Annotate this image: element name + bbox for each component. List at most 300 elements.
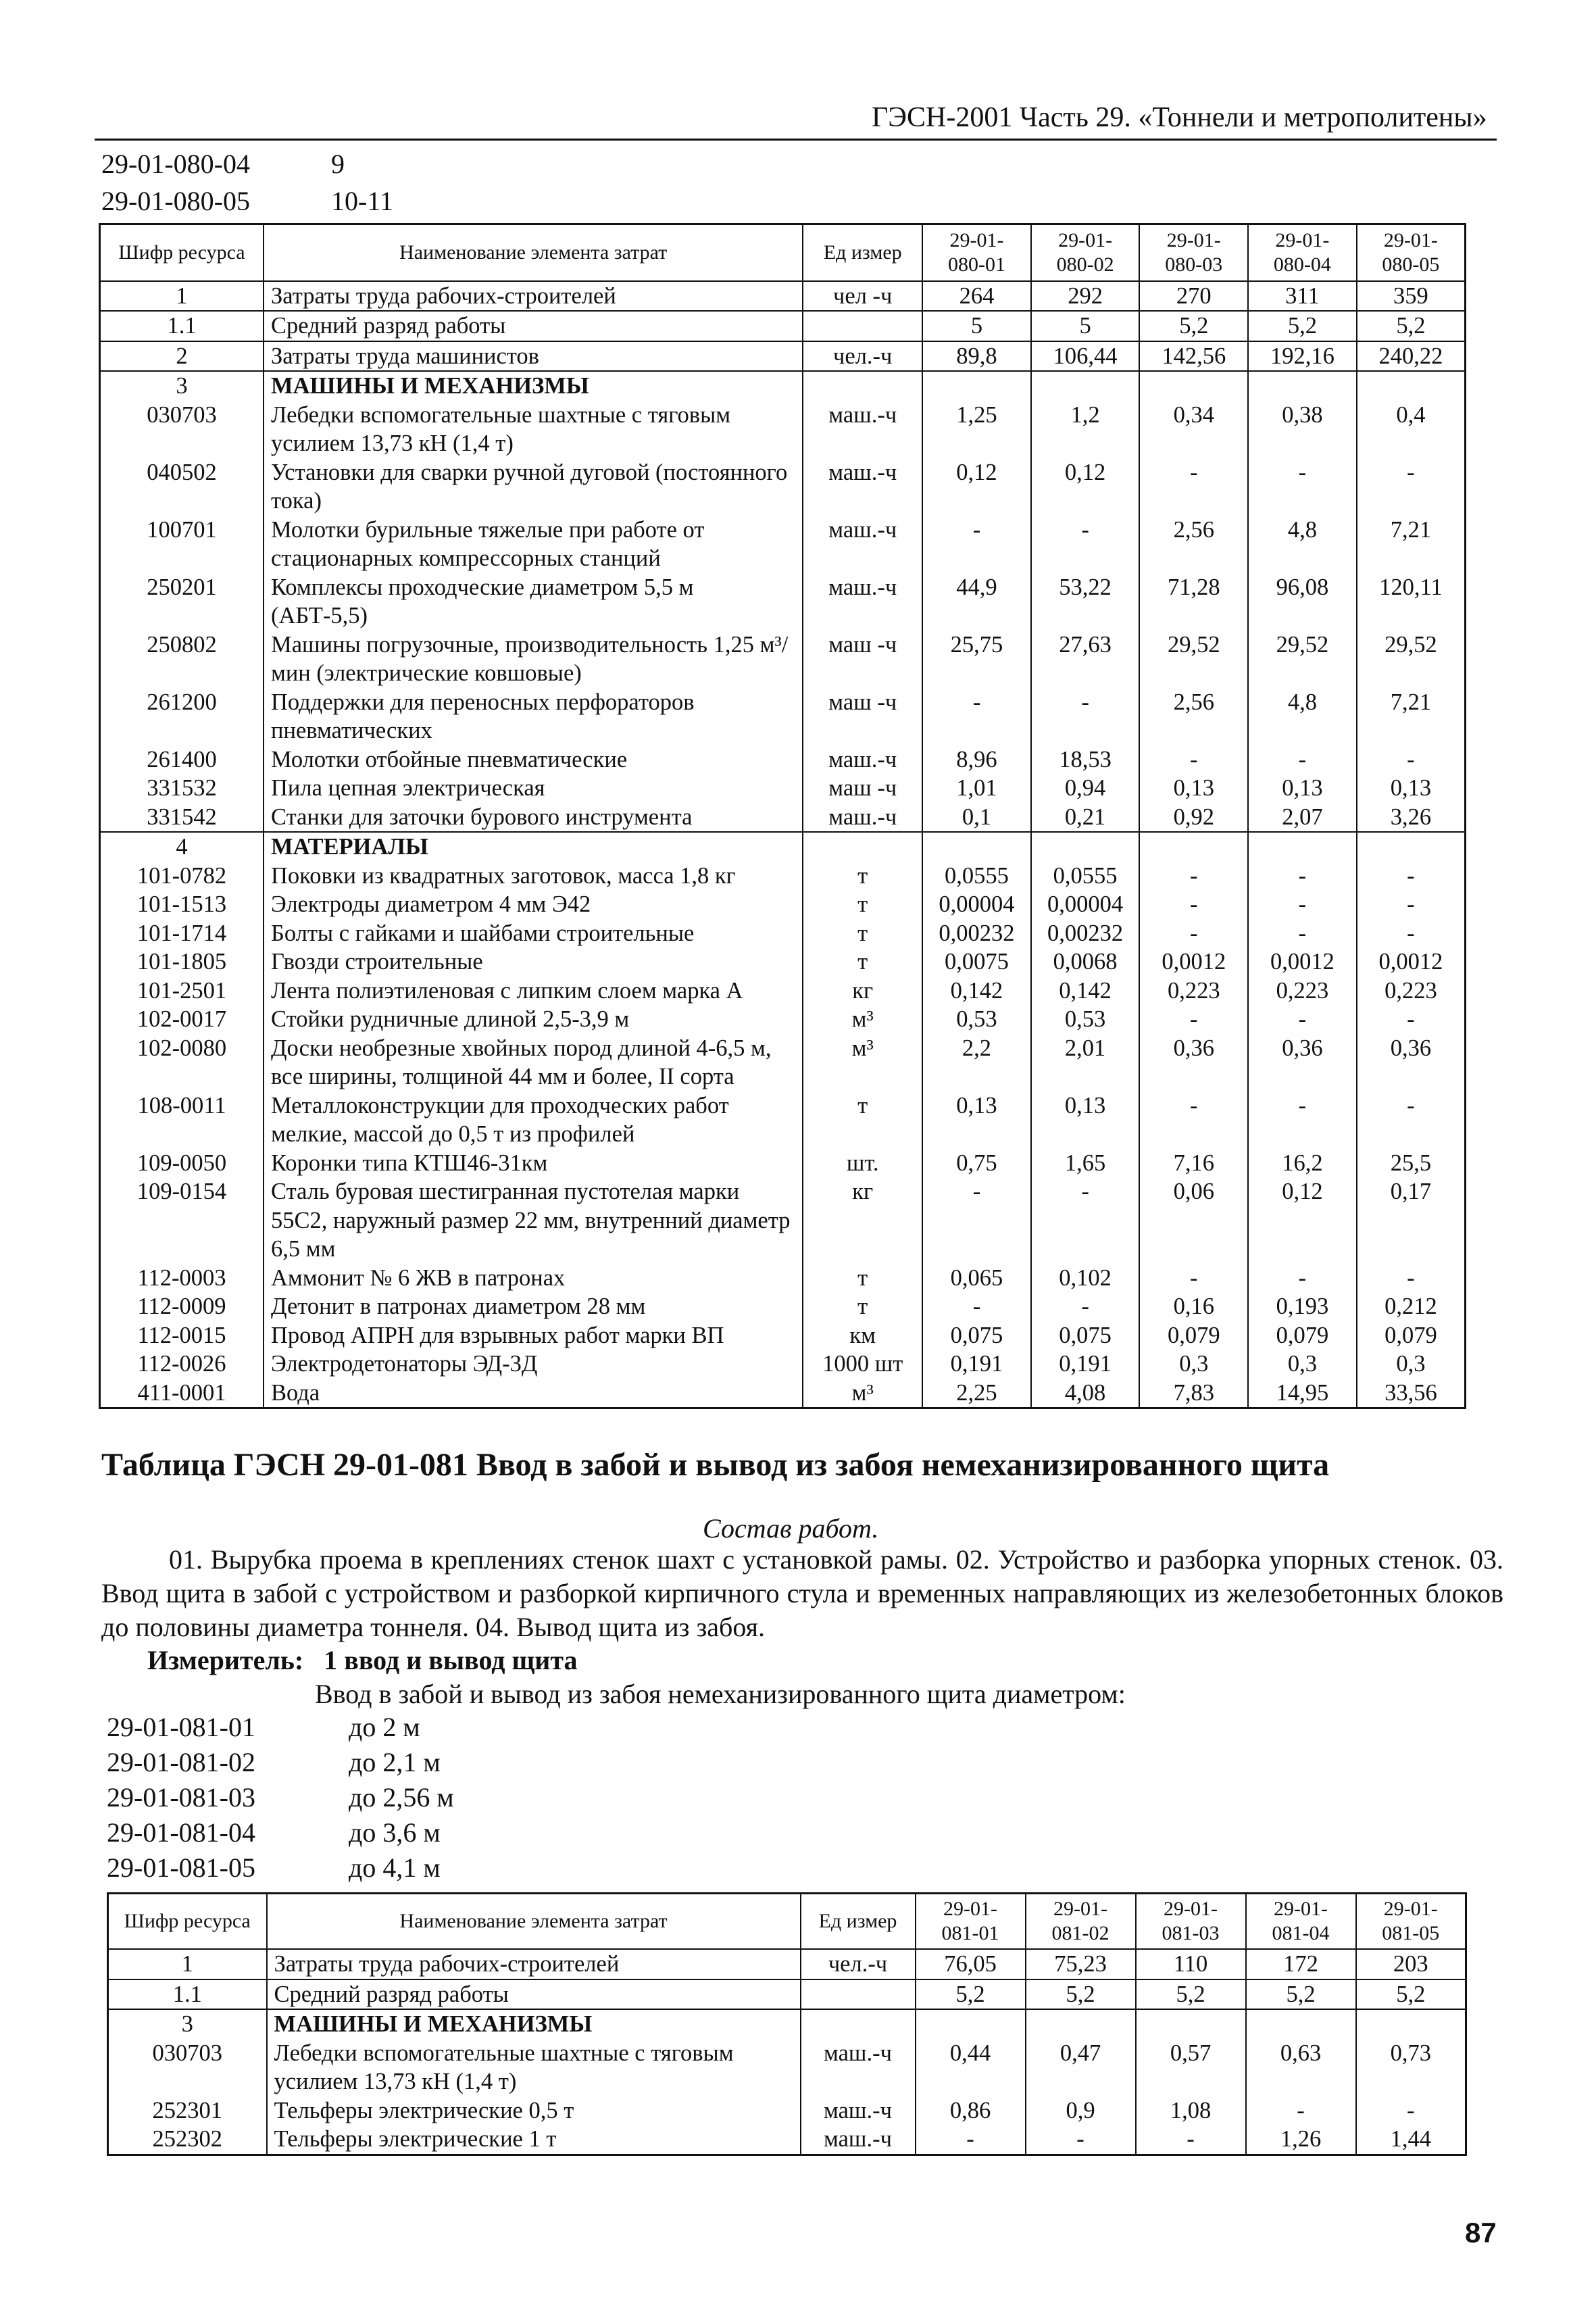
table-row [100,458,1466,516]
cell-name: Пила цепная электрическая [264,774,803,803]
cell-v5: - [1357,1005,1466,1034]
cell-v3: 0,92 [1139,803,1248,833]
cell-v3: - [1139,458,1248,516]
cell-v5: - [1357,862,1466,891]
code: 29-01-080-04 [101,149,250,179]
header-code: Шифр ресурса [108,1894,267,1950]
header-unit: Ед измер [803,224,922,281]
cell-v4: 0,223 [1248,977,1357,1006]
cell-v2: 0,075 [1031,1321,1140,1350]
cell-name: Лебедки вспомогательные шахтные с тяговым усилием 13,73 кН (1,4 т) [264,401,803,458]
header-col-4: 29-01- 081-04 [1246,1894,1356,1950]
cell-code: 040502 [100,458,264,516]
cell-unit: маш.-ч [803,401,922,458]
cell-v3: - [1139,1264,1248,1293]
cell-v4: 0,079 [1248,1321,1357,1350]
cell-v3: - [1136,2125,1246,2155]
table-row [100,1264,1466,1293]
cell-v3 [1139,832,1248,862]
code: 29-01-081-04 [107,1817,255,1848]
cell-code: 112-0015 [100,1321,264,1350]
cell-unit: маш.-ч [803,803,922,833]
cell-v1: 0,75 [922,1149,1031,1178]
cell-name: МАШИНЫ И МЕХАНИЗМЫ [267,2009,801,2039]
code: 29-01-081-01 [107,1712,255,1742]
cell-v3: 0,36 [1139,1034,1248,1091]
cell-v1: 0,86 [916,2096,1026,2125]
cell-v2: 0,00004 [1031,890,1140,919]
cell-code: 1 [108,1949,267,1979]
cell-v3: 5,2 [1139,311,1248,341]
cell-v1: 0,191 [922,1350,1031,1379]
code-row [101,182,393,220]
table-row [108,2009,1466,2039]
cell-name: Сталь буровая шестигранная пустотелая марки 55С2, наружный размер 22 мм, внутренний диаметр 6,5 мм [264,1177,803,1264]
cell-unit: кг [803,977,922,1006]
table-row [100,832,1466,862]
cell-v4: 172 [1246,1949,1356,1979]
cell-name: Средний разряд работы [264,311,803,341]
cell-v2: 5 [1031,311,1140,341]
cell-v3: 0,34 [1139,401,1248,458]
cell-v1: 2,2 [922,1034,1031,1091]
header-unit: Ед измер [801,1894,916,1950]
cell-v4: - [1248,1091,1357,1149]
cell-code: 101-2501 [100,977,264,1006]
code: 29-01-081-02 [107,1747,255,1777]
cell-v2: - [1026,2125,1136,2155]
cell-v3: 29,52 [1139,631,1248,688]
cell-v1: 8,96 [922,745,1031,774]
cell-v2: 0,53 [1031,1005,1140,1034]
cell-v1: 76,05 [916,1949,1026,1979]
header-code: Шифр ресурса [100,224,264,281]
cell-name: Доски необрезные хвойных пород длиной 4-6,5 м, все ширины, толщиной 44 мм и более, II сорта [264,1034,803,1091]
header-col-4: 29-01- 080-04 [1248,224,1357,281]
cell-v5: - [1357,458,1466,516]
cell-unit: маш.-ч [801,2039,916,2096]
code-row [101,145,393,182]
cell-code: 112-0026 [100,1350,264,1379]
cell-v5: - [1357,1091,1466,1149]
code-value: до 3,6 м [349,1817,441,1848]
cell-v5: 0,73 [1356,2039,1466,2096]
diameter-codes [107,1710,454,1886]
table-row [100,311,1466,341]
cell-code: 109-0154 [100,1177,264,1264]
header-col-3: 29-01- 081-03 [1136,1894,1246,1950]
diameter-intro: Ввод в забой и вывод из забоя немеханизированного щита диаметром: [315,1679,1126,1709]
table-row [100,573,1466,631]
code: 29-01-080-05 [101,186,250,216]
cell-name: Молотки отбойные пневматические [264,745,803,774]
table-row [100,1292,1466,1321]
cell-v5: - [1357,745,1466,774]
table-row [100,947,1466,977]
cell-v4 [1248,832,1357,862]
cell-v4: 96,08 [1248,573,1357,631]
cell-unit [803,832,922,862]
cell-v3: 2,56 [1139,516,1248,573]
cell-v4 [1248,371,1357,401]
cell-v5: 0,4 [1357,401,1466,458]
cell-name: Средний разряд работы [267,1979,801,2010]
resource-table-081 [107,1892,1467,2156]
cell-code: 1.1 [108,1979,267,2010]
cell-unit: чел -ч [803,281,922,312]
cell-v5: 7,21 [1357,516,1466,573]
header-col-2: 29-01- 080-02 [1031,224,1140,281]
cell-v5: 0,0012 [1357,947,1466,977]
work-heading: Состав работ. [703,1513,879,1544]
cell-v1: 2,25 [922,1379,1031,1408]
cell-code: 411-0001 [100,1379,264,1408]
cell-v4: 5,2 [1246,1979,1356,2010]
cell-unit: маш -ч [803,631,922,688]
table-row [100,631,1466,688]
cell-v4: 0,193 [1248,1292,1357,1321]
cell-v4: 4,8 [1248,688,1357,745]
running-title: ГЭСН-2001 Часть 29. «Тоннели и метрополитены» [872,102,1487,133]
cell-v5: 5,2 [1357,311,1466,341]
cell-v2: 0,47 [1026,2039,1136,2096]
cell-name: МАШИНЫ И МЕХАНИЗМЫ [264,371,803,401]
cell-v2: - [1031,688,1140,745]
cell-unit: чел.-ч [803,341,922,372]
table-row [100,1091,1466,1149]
code-row [107,1780,454,1815]
cell-v1: 0,53 [922,1005,1031,1034]
cell-v4: 0,38 [1248,401,1357,458]
cell-code: 102-0080 [100,1034,264,1091]
cell-v3: 142,56 [1139,341,1248,372]
cell-v2: - [1031,1177,1140,1264]
cell-unit: чел.-ч [801,1949,916,1979]
cell-v5: 120,11 [1357,573,1466,631]
cell-v1: 44,9 [922,573,1031,631]
cell-v4: - [1248,1264,1357,1293]
cell-v4: - [1248,919,1357,948]
cell-v3: 7,16 [1139,1149,1248,1178]
table-row [100,1034,1466,1091]
cell-code: 331532 [100,774,264,803]
cell-v5: 0,223 [1357,977,1466,1006]
cell-v3: 0,0012 [1139,947,1248,977]
table-row [108,1949,1466,1979]
table-row [100,688,1466,745]
cell-v4: - [1246,2096,1356,2125]
cell-code: 100701 [100,516,264,573]
cell-unit [801,2009,916,2039]
cell-v5: - [1357,890,1466,919]
cell-v5: 203 [1356,1949,1466,1979]
code-value: до 2,56 м [349,1782,454,1813]
cell-v1: 0,142 [922,977,1031,1006]
cell-v1 [922,371,1031,401]
cell-unit: км [803,1321,922,1350]
table-row [100,890,1466,919]
cell-v5: 240,22 [1357,341,1466,372]
cell-v4: 5,2 [1248,311,1357,341]
cell-code: 331542 [100,803,264,833]
cell-code: 101-0782 [100,862,264,891]
cell-v3: 5,2 [1136,1979,1246,2010]
cell-v4: 4,8 [1248,516,1357,573]
cell-v5: 7,21 [1357,688,1466,745]
top-codes [101,145,393,220]
cell-name: Стойки рудничные длиной 2,5-3,9 м [264,1005,803,1034]
cell-name: Электроды диаметром 4 мм Э42 [264,890,803,919]
cell-v2: 0,9 [1026,2096,1136,2125]
cell-v4: - [1248,1005,1357,1034]
cell-code: 112-0003 [100,1264,264,1293]
resource-table-080 [99,223,1466,1409]
code-row [107,1710,454,1745]
cell-v2: 0,12 [1031,458,1140,516]
cell-v1: 25,75 [922,631,1031,688]
cell-v3: - [1139,1091,1248,1149]
cell-code: 101-1513 [100,890,264,919]
cell-v1: 1,01 [922,774,1031,803]
code-row [107,1815,454,1850]
table-row [100,977,1466,1006]
cell-v1: 0,065 [922,1264,1031,1293]
cell-v3: 0,223 [1139,977,1248,1006]
cell-v2: 27,63 [1031,631,1140,688]
table-row [100,862,1466,891]
cell-v1: 1,25 [922,401,1031,458]
cell-code: 1.1 [100,311,264,341]
cell-name: Установки для сварки ручной дуговой (постоянного тока) [264,458,803,516]
cell-v4: 16,2 [1248,1149,1357,1178]
cell-code: 250201 [100,573,264,631]
table-row [100,516,1466,573]
cell-v2: 0,102 [1031,1264,1140,1293]
cell-v5: - [1356,2096,1466,2125]
table-row [100,919,1466,948]
cell-v3: 1,08 [1136,2096,1246,2125]
cell-v2: 18,53 [1031,745,1140,774]
cell-unit: 1000 шт [803,1350,922,1379]
cell-v1: 0,1 [922,803,1031,833]
cell-v2: 0,142 [1031,977,1140,1006]
cell-v2: 0,13 [1031,1091,1140,1149]
cell-unit: м³ [803,1005,922,1034]
cell-v2: 0,0555 [1031,862,1140,891]
cell-v3: - [1139,890,1248,919]
table-row [100,774,1466,803]
cell-v2: 5,2 [1026,1979,1136,2010]
header-col-5: 29-01- 081-05 [1356,1894,1466,1950]
cell-v5: 29,52 [1357,631,1466,688]
cell-v4: 14,95 [1248,1379,1357,1408]
cell-name: МАТЕРИАЛЫ [264,832,803,862]
cell-v3: - [1139,745,1248,774]
cell-name: Аммонит № 6 ЖВ в патронах [264,1264,803,1293]
cell-v1: 0,13 [922,1091,1031,1149]
cell-code: 261400 [100,745,264,774]
cell-name: Вода [264,1379,803,1408]
header-col-2: 29-01- 081-02 [1026,1894,1136,1950]
cell-v5: 33,56 [1357,1379,1466,1408]
cell-v5: 0,3 [1357,1350,1466,1379]
cell-v5: 3,26 [1357,803,1466,833]
cell-v5: 359 [1357,281,1466,312]
cell-unit: т [803,1292,922,1321]
cell-v2 [1031,371,1140,401]
cell-name: Болты с гайками и шайбами строительные [264,919,803,948]
cell-v4: 1,26 [1246,2125,1356,2155]
cell-v3: 71,28 [1139,573,1248,631]
cell-name: Молотки бурильные тяжелые при работе от стационарных компрессорных станций [264,516,803,573]
cell-v3: 270 [1139,281,1248,312]
cell-v1: 0,00232 [922,919,1031,948]
cell-name: Машины погрузочные, производительность 1,25 м³/мин (электрические ковшовые) [264,631,803,688]
cell-v1: - [922,1292,1031,1321]
cell-unit: маш.-ч [801,2096,916,2125]
cell-v1: 0,075 [922,1321,1031,1350]
table-row [100,745,1466,774]
cell-v2: 0,191 [1031,1350,1140,1379]
cell-v2 [1026,2009,1136,2039]
cell-v2: 1,65 [1031,1149,1140,1178]
header-col-5: 29-01- 080-05 [1357,224,1466,281]
cell-code: 102-0017 [100,1005,264,1034]
cell-v3: 0,3 [1139,1350,1248,1379]
table-row [100,1005,1466,1034]
cell-name: Затраты труда рабочих-строителей [264,281,803,312]
cell-name: Комплексы проходческие диаметром 5,5 м (АБТ-5,5) [264,573,803,631]
code-value: до 4,1 м [349,1852,441,1883]
cell-v1: - [922,688,1031,745]
cell-v3: 0,16 [1139,1292,1248,1321]
cell-code: 250802 [100,631,264,688]
cell-v3: 0,079 [1139,1321,1248,1350]
meter-label: Измеритель: [147,1645,304,1675]
table-header [108,1894,1466,1950]
page-number: 87 [1465,2217,1497,2248]
cell-v4: - [1248,458,1357,516]
cell-unit: маш -ч [803,688,922,745]
cell-code: 109-0050 [100,1149,264,1178]
cell-v4: 0,3 [1248,1350,1357,1379]
cell-unit [803,371,922,401]
meter [147,1644,578,1676]
cell-name: Тельферы электрические 1 т [267,2125,801,2155]
meter-value: 1 ввод и вывод щита [324,1645,578,1675]
cell-name: Станки для заточки бурового инструмента [264,803,803,833]
header-col-1: 29-01- 080-01 [922,224,1031,281]
header-name: Наименование элемента затрат [267,1894,801,1950]
cell-v5: 1,44 [1356,2125,1466,2155]
section-title: Таблица ГЭСН 29-01-081 Ввод в забой и вывод из забоя немеханизированного щита [101,1447,1330,1483]
cell-v4: 0,12 [1248,1177,1357,1264]
cell-v1: - [922,1177,1031,1264]
cell-unit: м³ [803,1034,922,1091]
cell-name: Лента полиэтиленовая с липким слоем марка А [264,977,803,1006]
cell-unit: кг [803,1177,922,1264]
cell-v3: 7,83 [1139,1379,1248,1408]
code: 29-01-081-03 [107,1782,255,1813]
table-row [108,2125,1466,2155]
cell-v5: 0,17 [1357,1177,1466,1264]
cell-v4: 2,07 [1248,803,1357,833]
cell-v2 [1031,832,1140,862]
code-row [107,1850,454,1886]
table-row [108,2039,1466,2096]
cell-v5: - [1357,919,1466,948]
cell-v2: 2,01 [1031,1034,1140,1091]
cell-v5 [1356,2009,1466,2039]
cell-v1: 264 [922,281,1031,312]
cell-code: 101-1714 [100,919,264,948]
cell-v1: 0,0555 [922,862,1031,891]
cell-v2: - [1031,516,1140,573]
code-row [107,1745,454,1780]
cell-v4: 311 [1248,281,1357,312]
cell-v3: 0,06 [1139,1177,1248,1264]
cell-v1 [916,2009,1026,2039]
table-row [108,1979,1466,2010]
cell-v5: 0,13 [1357,774,1466,803]
cell-v2: 4,08 [1031,1379,1140,1408]
cell-code: 3 [108,2009,267,2039]
work-description: 01. Вырубка проема в креплениях стенок шахт с установкой рамы. 02. Устройство и разборка упорных стенок. 03. Ввод щита в забой с устройством и разборкой кирпичного стула и временных направляющих из железобетонных блоков до половины диаметра тоннеля. 04. Вывод щита из забоя. [101,1544,1503,1642]
cell-name: Гвозди строительные [264,947,803,977]
cell-v3: 0,13 [1139,774,1248,803]
cell-name: Лебедки вспомогательные шахтные с тяговым усилием 13,73 кН (1,4 т) [267,2039,801,2096]
cell-code: 252301 [108,2096,267,2125]
cell-unit: шт. [803,1149,922,1178]
cell-name: Затраты труда машинистов [264,341,803,372]
cell-v3 [1139,371,1248,401]
cell-v2: 0,94 [1031,774,1140,803]
cell-v5: 0,36 [1357,1034,1466,1091]
cell-v1: 0,00004 [922,890,1031,919]
cell-name: Поддержки для переносных перфораторов пневматических [264,688,803,745]
cell-v4: 0,63 [1246,2039,1356,2096]
cell-v5 [1357,832,1466,862]
table-row [100,281,1466,312]
cell-code: 2 [100,341,264,372]
cell-name: Электродетонаторы ЭД-3Д [264,1350,803,1379]
cell-unit: т [803,1091,922,1149]
cell-v1: 5,2 [916,1979,1026,2010]
cell-unit: маш.-ч [803,573,922,631]
cell-unit: т [803,919,922,948]
cell-v4: 0,0012 [1248,947,1357,977]
cell-v1: 0,0075 [922,947,1031,977]
cell-v5 [1357,371,1466,401]
cell-code: 261200 [100,688,264,745]
cell-v4: 192,16 [1248,341,1357,372]
cell-v5: - [1357,1264,1466,1293]
cell-unit: маш.-ч [803,458,922,516]
cell-code: 030703 [108,2039,267,2096]
cell-unit: т [803,890,922,919]
cell-code: 108-0011 [100,1091,264,1149]
cell-v1 [922,832,1031,862]
cell-v3: - [1139,1005,1248,1034]
table-header [100,224,1466,281]
cell-v4: - [1248,862,1357,891]
cell-v4: 0,36 [1248,1034,1357,1091]
cell-v4: - [1248,745,1357,774]
table-row [100,371,1466,401]
cell-v2: 0,00232 [1031,919,1140,948]
cell-unit: т [803,862,922,891]
cell-unit [801,1979,916,2010]
